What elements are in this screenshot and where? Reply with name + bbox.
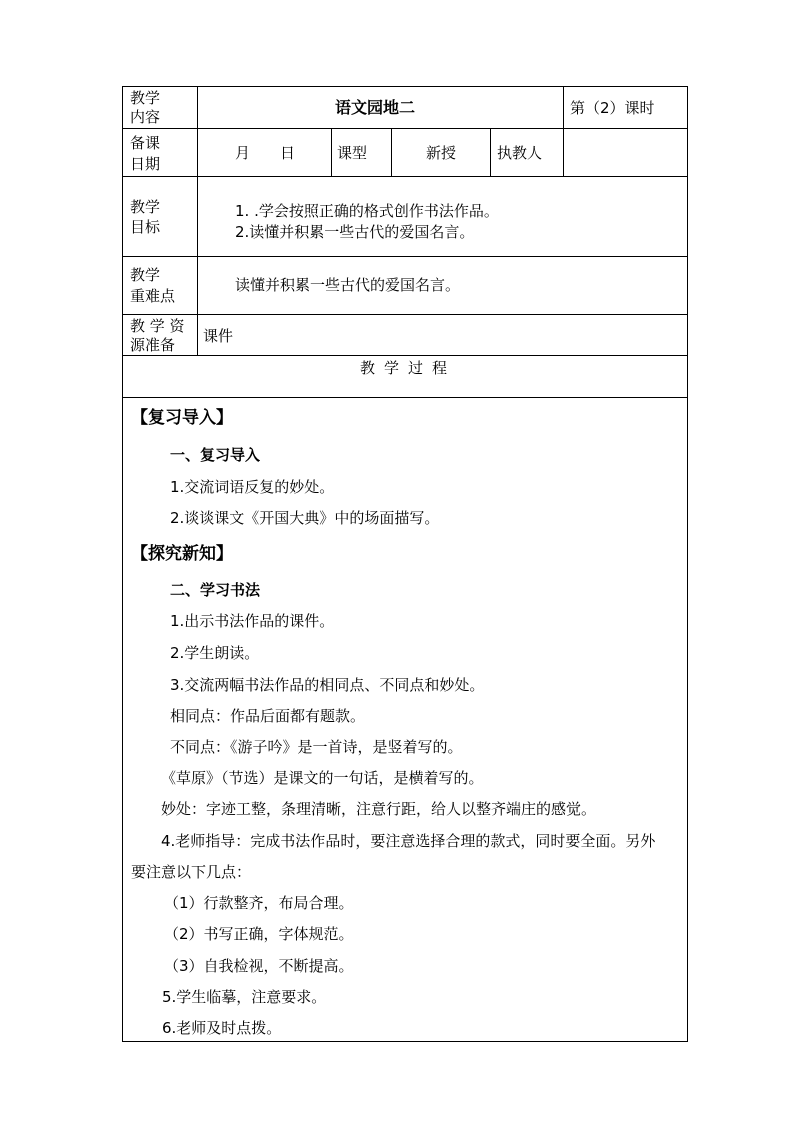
column-divider: [563, 86, 564, 176]
goal-item: 2.读懂并积累一些古代的爱国名言。: [235, 223, 475, 241]
process-line: 要注意以下几点：: [131, 863, 252, 881]
process-line: 2.学生朗读。: [170, 644, 260, 662]
subheading-calligraphy: 二、学习书法: [170, 581, 261, 599]
process-line: （1）行款整齐，布局合理。: [164, 894, 354, 912]
section-heading-review: 【复习导入】: [131, 408, 233, 428]
table-border-left: [122, 86, 123, 1042]
goal-item: 1. .学会按照正确的格式创作书法作品。: [235, 202, 499, 220]
label-goals-line1: 教学: [130, 198, 161, 216]
subheading-review: 一、复习导入: [170, 446, 261, 464]
table-border-top: [122, 86, 688, 87]
label-column-divider: [197, 86, 198, 355]
label-date-line1: 备课: [130, 134, 161, 152]
column-divider: [490, 128, 491, 176]
row-divider: [122, 256, 688, 257]
row-divider: [122, 355, 688, 356]
process-line: 不同点：《游子吟》是一首诗，是竖着写的。: [170, 738, 463, 756]
lesson-type-value: 新授: [426, 144, 457, 162]
row-divider: [122, 176, 688, 177]
resources-text: 课件: [203, 327, 234, 345]
lesson-title: 语文园地二: [335, 98, 416, 117]
date-value: 月 日: [235, 144, 296, 162]
label-content-line2: 内容: [130, 108, 161, 126]
process-line: （3）自我检视，不断提高。: [164, 957, 354, 975]
process-line: 2.谈谈课文《开国大典》中的场面描写。: [170, 509, 440, 527]
label-resources-line2: 源准备: [130, 336, 176, 354]
table-border-right: [687, 86, 688, 1042]
label-key-points-line2: 重难点: [130, 287, 176, 305]
row-divider: [122, 128, 688, 129]
process-line: 妙处：字迹工整，条理清晰，注意行距，给人以整齐端庄的感觉。: [161, 800, 597, 818]
process-line: 《草原》（节选）是课文的一句话，是横着写的。: [161, 769, 484, 787]
process-line: 3.交流两幅书法作品的相同点、不同点和妙处。: [170, 676, 485, 694]
process-line: 5.学生临摹，注意要求。: [162, 988, 327, 1006]
table-border-bottom: [122, 1041, 688, 1042]
column-divider: [391, 128, 392, 176]
row-divider: [122, 314, 688, 315]
process-line: （2）书写正确，字体规范。: [164, 925, 354, 943]
label-date-line2: 日期: [130, 155, 161, 173]
label-resources-line1: 教 学 资: [130, 317, 185, 335]
label-teacher: 执教人: [497, 144, 543, 162]
key-points-text: 读懂并积累一些古代的爱国名言。: [235, 276, 461, 294]
section-heading-explore: 【探究新知】: [131, 544, 233, 564]
process-line: 相同点：作品后面都有题款。: [170, 707, 366, 725]
process-line: 1.交流词语反复的妙处。: [170, 478, 335, 496]
label-key-points-line1: 教学: [130, 266, 161, 284]
process-line: 6.老师及时点拨。: [162, 1019, 282, 1037]
process-title: 教学过程: [360, 359, 457, 377]
lesson-period: 第（2）课时: [570, 99, 655, 117]
process-line: 4.老师指导：完成书法作品时，要注意选择合理的款式，同时要全面。另外: [161, 832, 656, 850]
process-line: 1.出示书法作品的课件。: [170, 612, 335, 630]
row-divider: [122, 397, 688, 398]
label-goals-line2: 目标: [130, 218, 161, 236]
column-divider: [331, 128, 332, 176]
label-content-line1: 教学: [130, 89, 161, 107]
label-lesson-type: 课型: [337, 144, 368, 162]
